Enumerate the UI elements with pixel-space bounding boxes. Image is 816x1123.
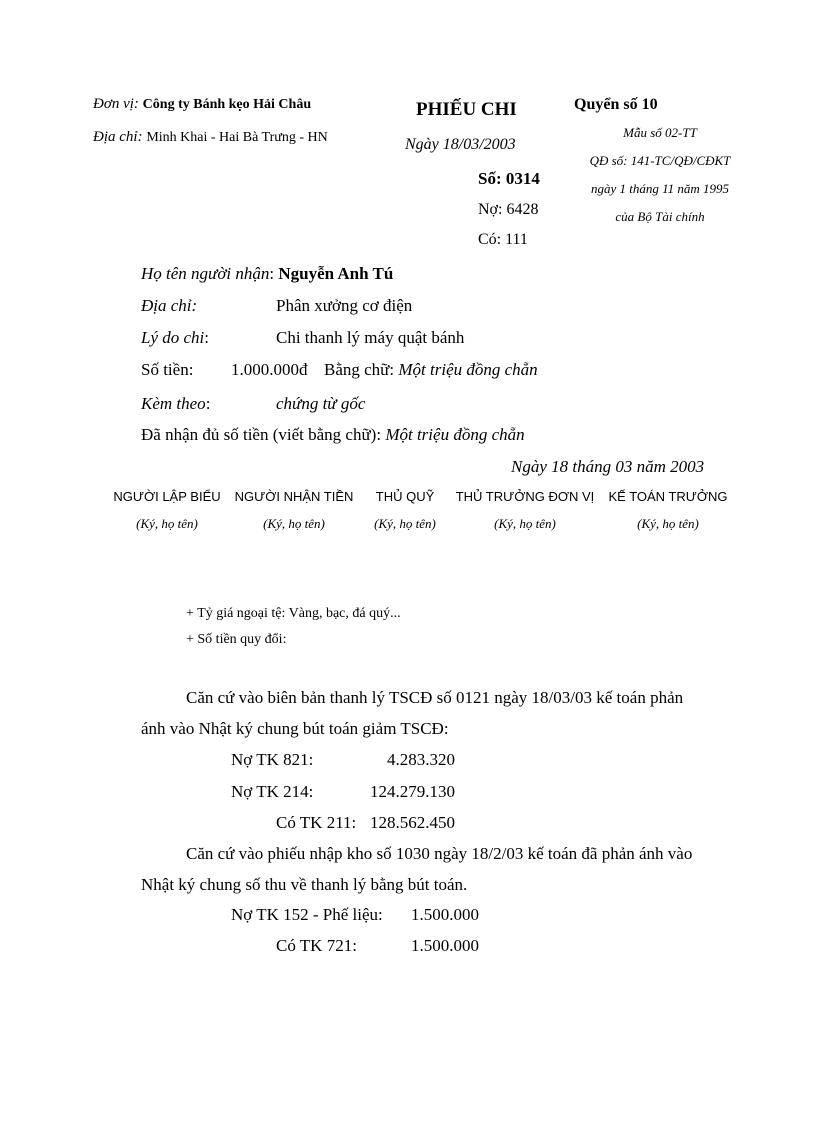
received-value: Một triệu đồng chẵn: [385, 425, 525, 444]
reason-label: Lý do chi: [141, 328, 205, 347]
attached-colon: :: [205, 394, 211, 413]
debit-account: Nợ: 6428: [478, 201, 539, 218]
paragraph-line: Căn cứ vào phiếu nhập kho số 1030 ngày 18/2/03 kế toán đã phản ánh vào: [186, 844, 693, 863]
reason-label-group: [141, 328, 209, 348]
amount-label: Số tiền:: [141, 360, 194, 379]
unit-line: [93, 96, 311, 113]
entry-amount: 1.500.000: [411, 936, 479, 955]
signature-note: (Ký, họ tên): [136, 516, 198, 531]
reason-value: Chi thanh lý máy quật bánh: [276, 328, 465, 347]
credit-account: Có: 111: [478, 231, 528, 248]
unit-label: Đơn vị:: [93, 96, 139, 112]
note-line: + Tỷ giá ngoại tệ: Vàng, bạc, đá quý...: [186, 606, 401, 621]
recipient-line: [141, 264, 393, 284]
reason-colon: :: [204, 328, 210, 347]
received-line: [141, 425, 525, 445]
entry-account: Nợ TK 214:: [231, 782, 314, 801]
attached-value: chứng từ gốc: [276, 394, 366, 413]
decision-number: QĐ số: 141-TC/QĐ/CĐKT: [589, 153, 731, 168]
detail-address-value: Phân xưởng cơ điện: [276, 296, 413, 315]
address-value: Minh Khai - Hai Bà Trưng - HN: [146, 130, 328, 145]
signature-role: THỦ QUỸ: [375, 489, 435, 504]
paragraph-line: Nhật ký chung số thu về thanh lý bằng bút toán.: [141, 875, 468, 894]
entry-amount: 124.279.130: [370, 782, 455, 801]
recipient-value: Nguyễn Anh Tú: [278, 264, 394, 283]
signature-note: (Ký, họ tên): [374, 516, 436, 531]
sign-date: Ngày 18 tháng 03 năm 2003: [511, 457, 705, 476]
paragraph-line: Căn cứ vào biên bản thanh lý TSCĐ số 0121 ngày 18/03/03 kế toán phản: [186, 688, 684, 707]
paragraph-line: ánh vào Nhật ký chung bút toán giảm TSCĐ:: [141, 719, 449, 738]
document-title: PHIẾU CHI: [416, 99, 517, 120]
decision-issuer: của Bộ Tài chính: [615, 209, 705, 224]
entry-account: Có TK 211:: [276, 813, 357, 832]
amount-words-value: Một triệu đồng chẵn: [398, 360, 538, 379]
document-number: Số: 0314: [478, 169, 540, 188]
entry-amount: 1.500.000: [411, 905, 479, 924]
entry-amount: 128.562.450: [370, 813, 455, 832]
book-number: Quyển số 10: [574, 96, 658, 113]
amount-value: 1.000.000đ: [231, 360, 308, 379]
document-date: Ngày 18/03/2003: [405, 136, 516, 153]
signature-role: THỦ TRƯỞNG ĐƠN VỊ: [455, 489, 595, 504]
decision-date: ngày 1 tháng 11 năm 1995: [590, 181, 730, 196]
signature-role: NGƯỜI LẬP BIỂU: [113, 489, 221, 504]
signature-role: NGƯỜI NHẬN TIỀN: [234, 489, 354, 504]
address-label: Địa chỉ:: [93, 129, 143, 145]
signature-note: (Ký, họ tên): [494, 516, 556, 531]
detail-address-label: Địa chỉ:: [141, 296, 198, 315]
attached-label-group: [141, 394, 210, 414]
recipient-label: Họ tên người nhận: [141, 264, 270, 283]
amount-words-line: [324, 360, 538, 380]
signature-role: KẾ TOÁN TRƯỞNG: [608, 489, 728, 504]
note-line: + Số tiền quy đổi:: [186, 632, 287, 647]
entry-account: Nợ TK 821:: [231, 750, 314, 769]
address-line: [93, 129, 328, 146]
received-label: Đã nhận đủ số tiền (viết bằng chữ):: [141, 425, 382, 444]
signature-note: (Ký, họ tên): [263, 516, 325, 531]
entry-amount: 4.283.320: [387, 750, 455, 769]
amount-words-label: Bằng chữ:: [324, 360, 395, 379]
signature-note: (Ký, họ tên): [637, 516, 699, 531]
form-number: Mẫu số 02-TT: [623, 125, 697, 140]
entry-account: Có TK 721:: [276, 936, 357, 955]
entry-account: Nợ TK 152 - Phế liệu:: [231, 905, 383, 924]
attached-label: Kèm theo: [141, 394, 206, 413]
recipient-colon: :: [269, 264, 275, 283]
unit-value: Công ty Bánh kẹo Hải Châu: [142, 97, 312, 112]
